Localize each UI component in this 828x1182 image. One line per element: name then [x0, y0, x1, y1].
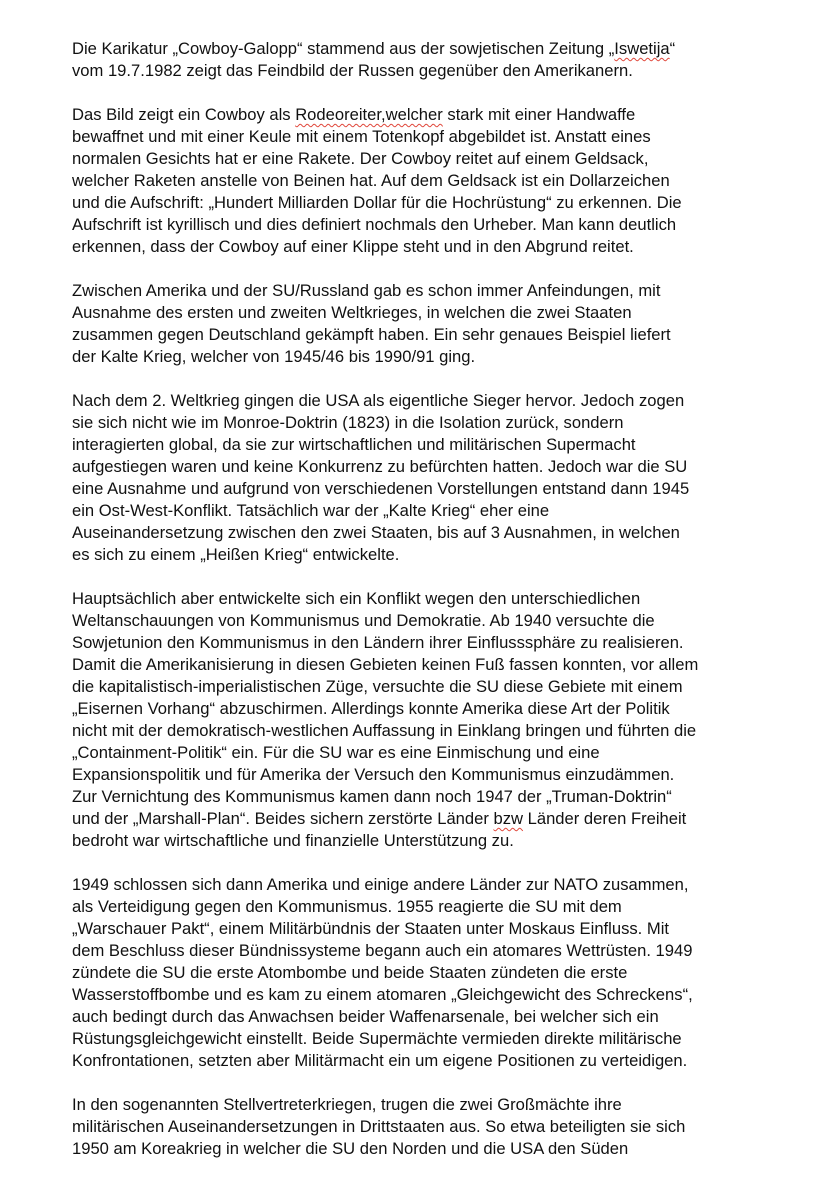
text-segment: Wasserstoffbombe und es kam zu einem atomaren „Gleichgewicht des Schreckens“,	[72, 985, 693, 1004]
text-line	[72, 390, 812, 412]
text-line	[72, 434, 812, 456]
text-segment: Weltanschauungen von Kommunismus und Demokratie. Ab 1940 versuchte die	[72, 611, 655, 630]
text-line	[72, 104, 812, 126]
text-segment: ein Ost-West-Konflikt. Tatsächlich war der „Kalte Krieg“ eher eine	[72, 501, 550, 520]
text-line	[72, 786, 812, 808]
spellcheck-flagged-word: Rodeoreiter,welcher	[295, 105, 443, 124]
text-segment: In den sogenannten Stellvertreterkriegen, trugen die zwei Großmächte ihre	[72, 1095, 622, 1114]
text-line	[72, 654, 812, 676]
text-segment: normalen Gesichts hat er eine Rakete. Der Cowboy reitet auf einem Geldsack,	[72, 149, 649, 168]
text-line	[72, 214, 812, 236]
text-line	[72, 324, 812, 346]
text-line	[72, 874, 812, 896]
text-segment: zündete die SU die erste Atombombe und beide Staaten zündeten die erste	[72, 963, 628, 982]
text-segment: „Containment-Politik“ ein. Für die SU war es eine Einmischung und eine	[72, 743, 600, 762]
text-line	[72, 236, 812, 258]
text-segment: nicht mit der demokratisch-westlichen Auffassung in Einklang bringen und führten die	[72, 721, 697, 740]
paragraph-6	[72, 874, 812, 1072]
text-line	[72, 522, 812, 544]
text-line	[72, 478, 812, 500]
text-line	[72, 500, 812, 522]
text-segment: „Eisernen Vorhang“ abzuschirmen. Allerdings konnte Amerika diese Art der Politik	[72, 699, 670, 718]
text-segment: Konfrontationen, setzten aber Militärmacht ein um eigene Positionen zu verteidigen.	[72, 1051, 688, 1070]
text-segment: vom 19.7.1982 zeigt das Feindbild der Russen gegenüber den Amerikanern.	[72, 61, 633, 80]
text-segment: Damit die Amerikanisierung in diesen Gebieten keinen Fuß fassen konnten, vor allem	[72, 655, 699, 674]
text-line	[72, 764, 812, 786]
text-line	[72, 126, 812, 148]
text-segment: welcher Raketen anstelle von Beinen hat. Auf dem Geldsack ist ein Dollarzeichen	[72, 171, 670, 190]
text-segment: bedroht war wirtschaftliche und finanzielle Unterstützung zu.	[72, 831, 514, 850]
text-line	[72, 1094, 812, 1116]
text-segment: Nach dem 2. Weltkrieg gingen die USA als eigentliche Sieger hervor. Jedoch zogen	[72, 391, 685, 410]
text-segment: Die Karikatur „Cowboy-Galopp“ stammend aus der sowjetischen Zeitung „	[72, 39, 615, 58]
text-line	[72, 544, 812, 566]
text-line	[72, 698, 812, 720]
text-segment: Ausnahme des ersten und zweiten Weltkrieges, in welchen die zwei Staaten	[72, 303, 632, 322]
text-segment: aufgestiegen waren und keine Konkurrenz zu befürchten hatten. Jedoch war die SU	[72, 457, 688, 476]
paragraph-7	[72, 1094, 812, 1160]
spellcheck-flagged-word: bzw	[493, 809, 524, 828]
spellcheck-flagged-word: Iswetija	[614, 39, 670, 58]
text-line	[72, 148, 812, 170]
text-segment: “	[669, 39, 676, 58]
text-segment: Hauptsächlich aber entwickelte sich ein Konflikt wegen den unterschiedlichen	[72, 589, 641, 608]
text-segment: Expansionspolitik und für Amerika der Versuch den Kommunismus einzudämmen.	[72, 765, 675, 784]
text-line	[72, 918, 812, 940]
text-line	[72, 280, 812, 302]
text-line	[72, 1116, 812, 1138]
text-line	[72, 38, 812, 60]
text-segment: „Warschauer Pakt“, einem Militärbündnis der Staaten unter Moskaus Einfluss. Mit	[72, 919, 670, 938]
text-segment: und die Aufschrift: „Hundert Milliarden Dollar für die Hochrüstung“ zu erkennen. Die	[72, 193, 682, 212]
text-segment: dem Beschluss dieser Bündnissysteme begann auch ein atomares Wettrüsten. 1949	[72, 941, 693, 960]
text-segment: auch bedingt durch das Anwachsen beider Waffenarsenale, bei welcher sich ein	[72, 1007, 659, 1026]
text-segment: militärischen Auseinandersetzungen in Drittstaaten aus. So etwa beteiligten sie sich	[72, 1117, 686, 1136]
text-line	[72, 588, 812, 610]
text-segment: Sowjetunion den Kommunismus in den Ländern ihrer Einflusssphäre zu realisieren.	[72, 633, 684, 652]
paragraph-1	[72, 38, 812, 82]
text-segment: Rüstungsgleichgewicht einstellt. Beide Supermächte vermieden direkte militärische	[72, 1029, 682, 1048]
text-line	[72, 192, 812, 214]
text-line	[72, 302, 812, 324]
text-line	[72, 720, 812, 742]
text-segment: Zur Vernichtung des Kommunismus kamen dann noch 1947 der „Truman-Doktrin“	[72, 787, 672, 806]
text-segment: Länder deren Freiheit	[523, 809, 687, 828]
text-line	[72, 676, 812, 698]
text-line	[72, 346, 812, 368]
text-segment: Aufschrift ist kyrillisch und dies definiert nochmals den Urheber. Man kann deutlich	[72, 215, 677, 234]
text-segment: stark mit einer Handwaffe	[442, 105, 636, 124]
paragraph-3	[72, 280, 812, 368]
paragraph-5	[72, 588, 812, 852]
text-segment: erkennen, dass der Cowboy auf einer Klippe steht und in den Abgrund reitet.	[72, 237, 634, 256]
text-line	[72, 808, 812, 830]
text-segment: interagierten global, da sie zur wirtschaftlichen und militärischen Supermacht	[72, 435, 636, 454]
text-line	[72, 1050, 812, 1072]
text-line	[72, 610, 812, 632]
paragraph-4	[72, 390, 812, 566]
text-segment: als Verteidigung gegen den Kommunismus. 1955 reagierte die SU mit dem	[72, 897, 622, 916]
text-segment: die kapitalistisch-imperialistischen Züge, versuchte die SU diese Gebiete mit einem	[72, 677, 683, 696]
text-line	[72, 60, 812, 82]
text-line	[72, 632, 812, 654]
text-segment: der Kalte Krieg, welcher von 1945/46 bis 1990/91 ging.	[72, 347, 476, 366]
text-line	[72, 170, 812, 192]
text-line	[72, 742, 812, 764]
text-line	[72, 962, 812, 984]
text-line	[72, 412, 812, 434]
text-segment: 1949 schlossen sich dann Amerika und einige andere Länder zur NATO zusammen,	[72, 875, 689, 894]
text-line	[72, 456, 812, 478]
text-segment: 1950 am Koreakrieg in welcher die SU den Norden und die USA den Süden	[72, 1139, 629, 1158]
text-line	[72, 896, 812, 918]
paragraph-2	[72, 104, 812, 258]
text-segment: eine Ausnahme und aufgrund von verschiedenen Vorstellungen entstand dann 1945	[72, 479, 690, 498]
text-line	[72, 984, 812, 1006]
text-line	[72, 940, 812, 962]
text-segment: Das Bild zeigt ein Cowboy als	[72, 105, 296, 124]
text-segment: bewaffnet und mit einer Keule mit einem Totenkopf abgebildet ist. Anstatt eines	[72, 127, 651, 146]
text-segment: sie sich nicht wie im Monroe-Doktrin (1823) in die Isolation zurück, sondern	[72, 413, 624, 432]
text-segment: und der „Marshall-Plan“. Beides sichern zerstörte Länder	[72, 809, 494, 828]
text-line	[72, 1006, 812, 1028]
text-line	[72, 1138, 812, 1160]
text-segment: es sich zu einem „Heißen Krieg“ entwickelte.	[72, 545, 400, 564]
text-segment: Zwischen Amerika und der SU/Russland gab es schon immer Anfeindungen, mit	[72, 281, 661, 300]
text-segment: zusammen gegen Deutschland gekämpft haben. Ein sehr genaues Beispiel liefert	[72, 325, 671, 344]
document-page	[72, 38, 812, 1182]
text-line	[72, 830, 812, 852]
text-segment: Auseinandersetzung zwischen den zwei Staaten, bis auf 3 Ausnahmen, in welchen	[72, 523, 680, 542]
text-line	[72, 1028, 812, 1050]
